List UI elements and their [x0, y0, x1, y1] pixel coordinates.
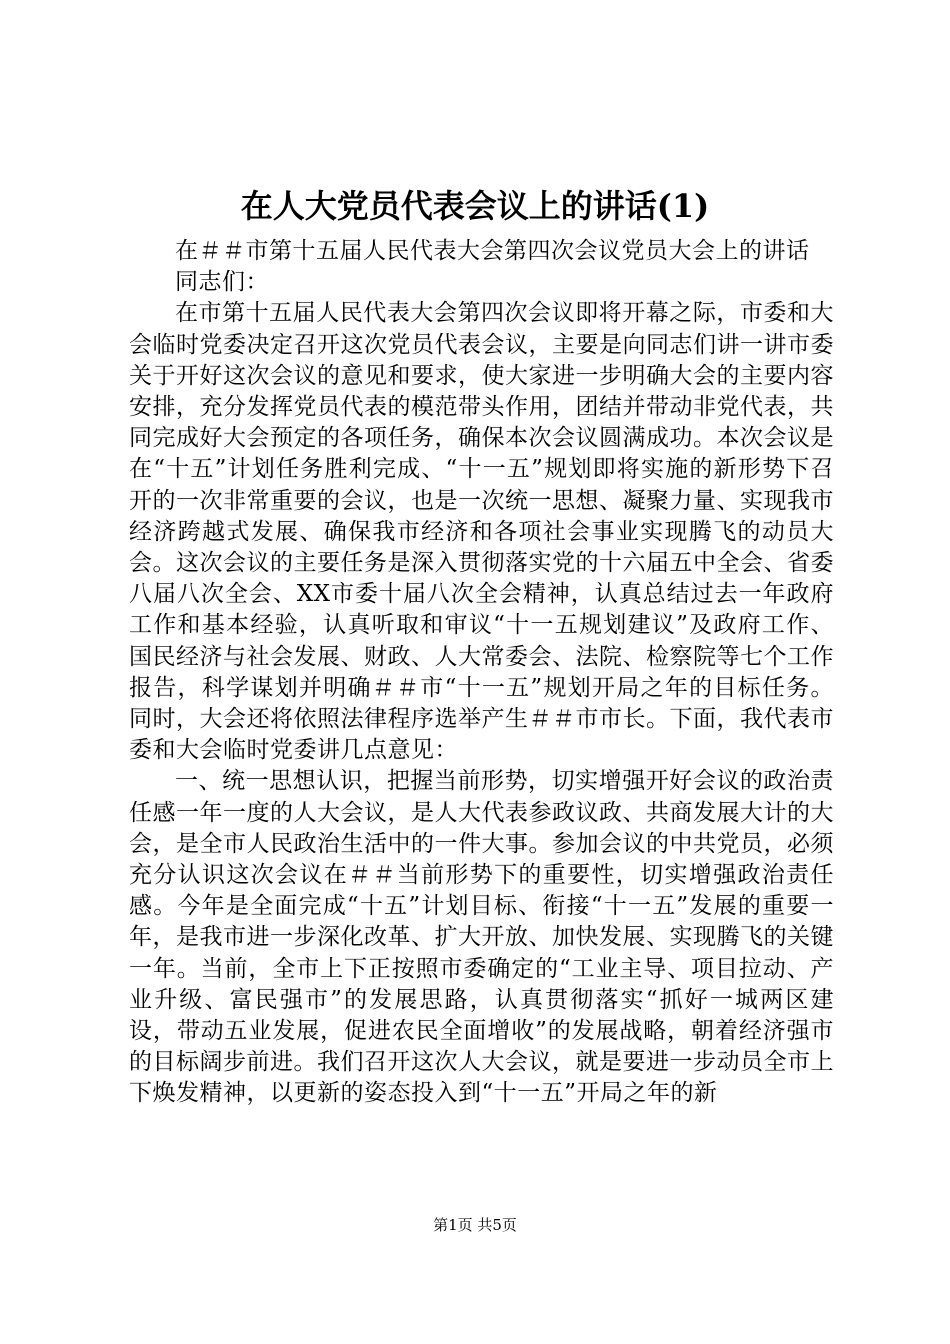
paragraph-salutation: 同志们：	[175, 269, 269, 296]
document-title: 在人大党员代表会议上的讲话(1)	[240, 187, 710, 225]
document-body	[129, 236, 834, 1110]
paragraph-heading: 在＃＃市第十五届人民代表大会第四次会议党员大会上的讲话	[175, 238, 810, 264]
paragraph-intro: 在市第十五届人民代表大会第四次会议即将开幕之际，市委和大会临时党委决定召开这次党员代表会议，主要是向同志们讲一讲市委关于开好这次会议的意见和要求，使大家进一步明确大会的主要内容安排，充分发挥党员代表的模范带头作用，团结并带动非党代表，共同完成好大会预定的各项任务，确保本次会议圆满成功。本次会议是在“十五”计划任务胜利完成、“十一五”规划即将实施的新形势下召开的一次非常重要的会议，也是一次统一思想、凝聚力量、实现我市经济跨越式发展、确保我市经济和各项社会事业实现腾飞的动员大会。这次会议的主要任务是深入贯彻落实党的十六届五中全会、省委八届八次全会、XX市委十届八次全会精神，认真总结过去一年政府工作和基本经验，认真听取和审议“十一五规划建议”及政府工作、国民经济与社会发展、财政、人大常委会、法院、检察院等七个工作报告，科学谋划并明确＃＃市“十一五”规划开局之年的目标任务。同时，大会还将依照法律程序选举产生＃＃市市长。下面，我代表市委和大会临时党委讲几点意见：	[129, 300, 834, 764]
page-footer: 第1页 共5页	[433, 1216, 517, 1234]
paragraph-section-one: 一、统一思想认识，把握当前形势，切实增强开好会议的政治责任感一年一度的人大会议，是人大代表参政议政、共商发展大计的大会，是全市人民政治生活中的一件大事。参加会议的中共党员，必须充分认识这次会议在＃＃当前形势下的重要性，切实增强政治责任感。今年是全面完成“十五”计划目标、衔接“十一五”发展的重要一年，是我市进一步深化改革、扩大开放、加快发展、实现腾飞的关键一年。当前，全市上下正按照市委确定的“工业主导、项目拉动、产业升级、富民强市”的发展思路，认真贯彻落实“抓好一城两区建设，带动五业发展，促进农民全面增收”的发展战略，朝着经济强市的目标阔步前进。我们召开这次人大会议，就是要进一步动员全市上下焕发精神，以更新的姿态投入到“十一五”开局之年的新	[129, 768, 834, 1107]
